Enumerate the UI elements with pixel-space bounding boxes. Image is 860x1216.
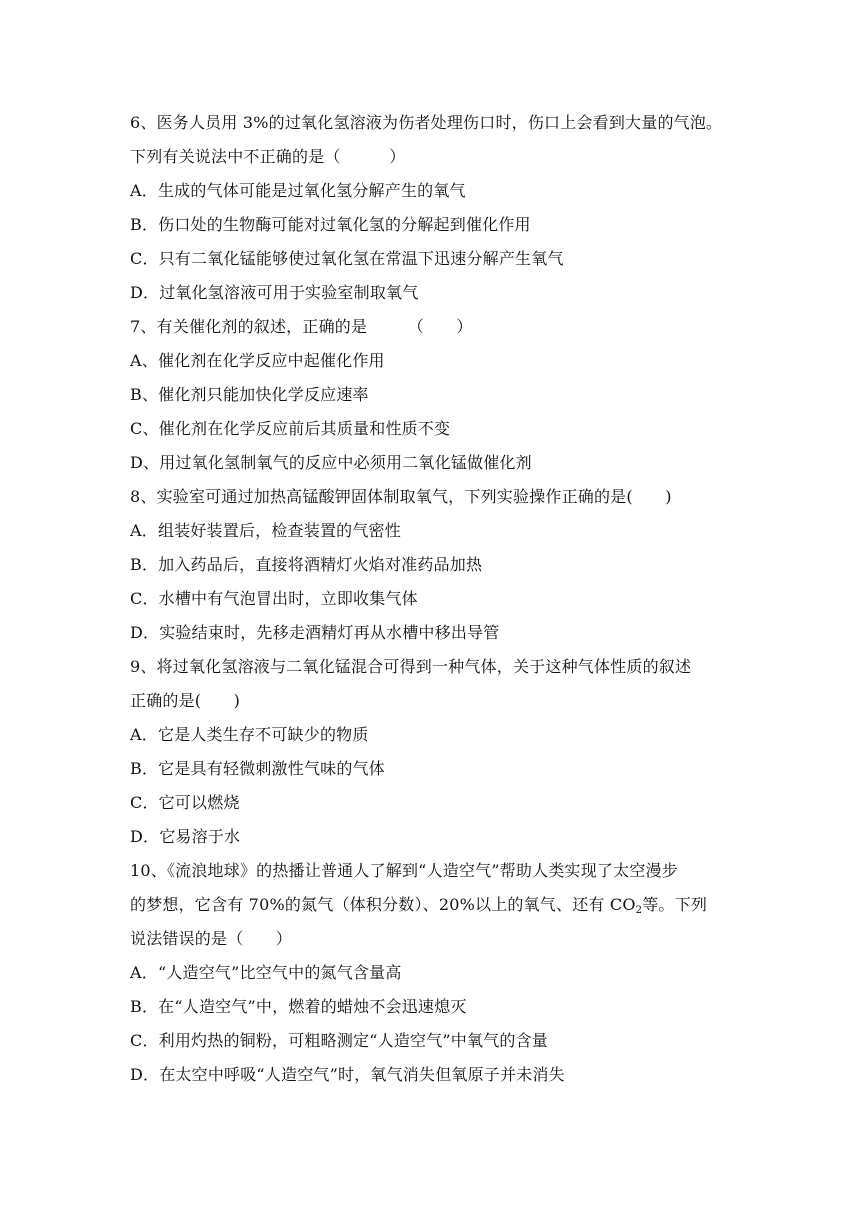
co2-subscript: 2 — [635, 905, 643, 916]
question-10-stem-line-3: 说法错误的是（ ） — [130, 929, 293, 948]
question-6-option-d: D．过氧化氢溶液可用于实验室制取氧气 — [130, 283, 419, 302]
question-8-option-c: C．水槽中有气泡冒出时，立即收集气体 — [130, 589, 418, 608]
question-7-option-b: B、催化剂只能加快化学反应速率 — [130, 385, 369, 404]
question-10 — [130, 854, 740, 1092]
question-9-option-a: A．它是人类生存不可缺少的物质 — [130, 725, 369, 744]
question-10-option-d: D．在太空中呼吸“人造空气”时，氧气消失但氧原子并未消失 — [130, 1065, 565, 1084]
question-9-option-b: B．它是具有轻微刺激性气味的气体 — [130, 759, 385, 778]
question-8-stem-line-1: 8、实验室可通过加热高锰酸钾固体制取氧气，下列实验操作正确的是( ) — [130, 487, 672, 506]
question-10-stem-line-2-text: 的梦想，它含有 70%的氮气（体积分数）、20%以上的氧气、还有 CO — [130, 895, 636, 914]
question-6-stem-line-1: 6、医务人员用 3%的过氧化氢溶液为伤者处理伤口时，伤口上会看到大量的气泡。 — [130, 113, 723, 132]
question-8 — [130, 480, 740, 650]
question-9-stem-line-1: 9、将过氧化氢溶液与二氧化锰混合可得到一种气体，关于这种气体性质的叙述 — [130, 657, 692, 676]
question-6-option-c: C．只有二氧化锰能够使过氧化氢在常温下迅速分解产生氧气 — [130, 249, 564, 268]
question-6-stem-line-2: 下列有关说法中不正确的是（ ） — [130, 147, 406, 166]
question-7-option-a: A、催化剂在化学反应中起催化作用 — [130, 351, 385, 370]
question-9-option-d: D．它易溶于水 — [130, 827, 241, 846]
question-list — [130, 106, 740, 1092]
question-7 — [130, 310, 740, 480]
question-9-option-c: C．它可以燃烧 — [130, 793, 240, 812]
question-8-option-b: B．加入药品后，直接将酒精灯火焰对准药品加热 — [130, 555, 483, 574]
question-7-option-c: C、催化剂在化学反应前后其质量和性质不变 — [130, 419, 451, 438]
question-10-stem-line-1: 10、《流浪地球》的热播让普通人了解到“人造空气”帮助人类实现了太空漫步 — [130, 861, 678, 880]
question-10-stem-line-2-tail: 等。下列 — [642, 895, 708, 914]
question-6-option-a: A．生成的气体可能是过氧化氢分解产生的氧气 — [130, 181, 466, 200]
question-10-option-a: A．“人造空气”比空气中的氮气含量高 — [130, 963, 402, 982]
question-6-option-b: B．伤口处的生物酶可能对过氧化氢的分解起到催化作用 — [130, 215, 531, 234]
question-10-option-b: B．在“人造空气”中，燃着的蜡烛不会迅速熄灭 — [130, 997, 467, 1016]
question-9 — [130, 650, 740, 854]
question-8-option-a: A．组装好装置后，检查装置的气密性 — [130, 521, 401, 540]
question-7-stem-line-1: 7、有关催化剂的叙述，正确的是 （ ） — [130, 317, 473, 336]
question-9-stem-line-2: 正确的是( ) — [130, 691, 241, 710]
question-10-stem-line-2 — [130, 888, 740, 922]
question-8-option-d: D．实验结束时，先移走酒精灯再从水槽中移出导管 — [130, 623, 500, 642]
question-6 — [130, 106, 740, 310]
question-10-option-c: C．利用灼热的铜粉，可粗略测定“人造空气”中氧气的含量 — [130, 1031, 549, 1050]
question-7-option-d: D、用过氧化氢制氧气的反应中必须用二氧化锰做催化剂 — [130, 453, 532, 472]
